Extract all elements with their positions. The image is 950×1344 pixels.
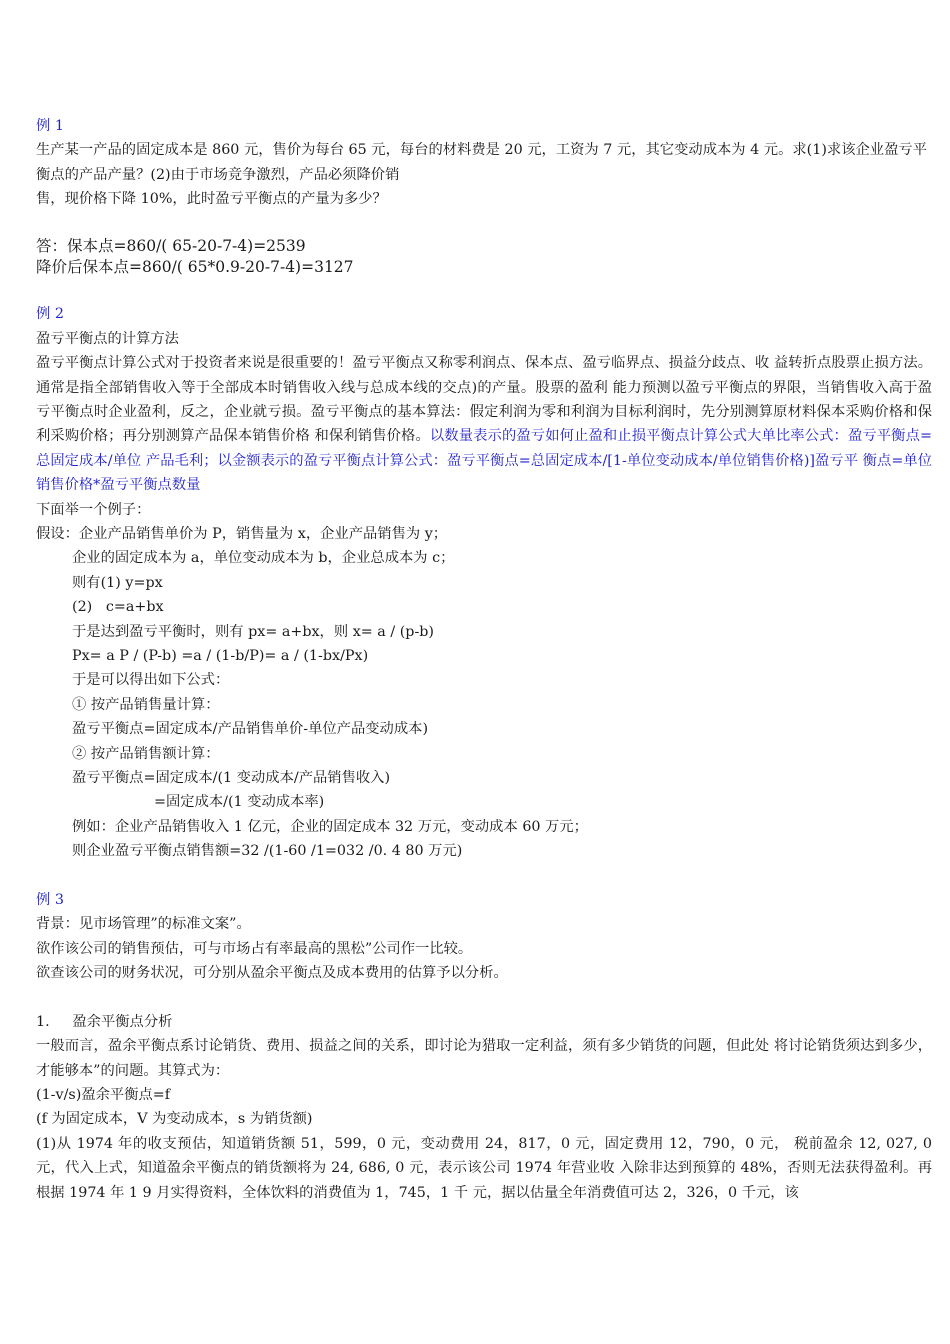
- example-1-answer-2: 降价后保本点=860/( 65*0.9-20-7-4)=3127: [36, 257, 354, 276]
- example-3-note: (f 为固定成本，V 为变动成本，s 为销货额): [36, 1111, 313, 1128]
- example-1-answer-1: 答：保本点=860/( 65-20-7-4)=2539: [36, 236, 306, 255]
- example-3-paragraph-1: 一般而言，盈余平衡点系讨论销货、费用、损益之间的关系，即讨论为猎取一定利益，须有多少销货的问题，但此处 将讨论销货须达到多少，才能够本”的问题。其算式为：: [36, 1038, 932, 1079]
- paragraph-text: 盈亏平衡点计算公式对于投资者来说是很重要的！盈亏平衡点又称零利润点、保本点、盈亏临界点、损益分歧点、收 益转折点股票止损方法。通常是指全部销售收入等于全部成本时销售收入线与总成本线的交点)的产量。股票的盈利 能力预测以盈亏平衡点的界限，当销售收入高于盈亏平衡点时企业盈利，反之，企业就亏损。盈亏平衡点的基本算法：假定利润为零和利润为目标利润时，先分别测算原材料保本采购价格和保利采购价格；再分别测算产品保本销售价格 和保利销售价格。: [36, 355, 932, 445]
- example-2-indent-4: 于是达到盈亏平衡时，则有 px= a+bx，则 x= a / (p-b): [72, 623, 435, 640]
- example-3-section-heading: 1. 盈余平衡点分析: [36, 1013, 173, 1030]
- example-2-paragraph: [36, 351, 932, 497]
- example-2-indent-8: 盈亏平衡点=固定成本/产品销售单价-单位产品变动成本): [72, 721, 429, 738]
- spacer: [36, 212, 932, 236]
- example-2-indent-7: ① 按产品销售量计算：: [72, 696, 220, 713]
- example-2-indent-9: ② 按产品销售额计算：: [72, 745, 220, 762]
- example-2-indent-2: 则有(1) y=px: [72, 574, 163, 591]
- example-2-indent-1: 企业的固定成本为 a，单位变动成本为 b，企业总成本为 c；: [72, 550, 455, 567]
- example-2-indent-10: 盈亏平衡点=固定成本/(1 变动成本/产品销售收入): [72, 769, 391, 786]
- example-2-indent-3: (2) c=a+bx: [72, 599, 164, 616]
- example-2-indent-11: =固定成本/(1 变动成本率): [154, 794, 325, 811]
- example-1-question-cont: 售，现价格下降 10%，此时盈亏平衡点的产量为多少？: [36, 191, 387, 208]
- example-2-indent-12: 例如：企业产品销售收入 1 亿元，企业的固定成本 32 万元，变动成本 60 万元；: [72, 818, 588, 835]
- paragraph-highlight: 以数量表示的盈亏如何止盈和止损平衡点计算公式大单比率公式：盈亏平衡点=总固定成本/单位 产品毛利；以金额表示的盈亏平衡点计算公式：盈亏平衡点=总固定成本/[1-单位变动成本/单位销售价格)]盈亏平 衡点=单位销售价格*盈亏平衡点数量: [36, 428, 932, 494]
- example-2-title: 盈亏平衡点的计算方法: [36, 330, 179, 347]
- example-3-formula: (1-v/s)盈余平衡点=f: [36, 1087, 171, 1103]
- document-page: [36, 114, 932, 1205]
- example-3-paragraph-2: (1)从 1974 年的收支预估，知道销货额 51，599，0 元，变动费用 24，817，0 元，固定费用 12，790，0 元， 税前盈余 12, 027, 0 元，代入上式，知道盈余平衡点的销货额将为 24, 686, 0 元，表示该公司 1974 年营业收 入除非达到预算的 48%，否则无法获得盈利。再根据 1974 年 1 9 月实得资料，全体饮料的消费值为 1，745，1 千 元，据以估量全年消费值可达 2，326，0 千元，该: [36, 1135, 932, 1201]
- example-1-question: 生产某一产品的固定成本是 860 元，售价为每台 65 元，每台的材料费是 20 元，工资为 7 元，其它变动成本为 4 元。求(1)求该企业盈亏平衡点的产品产量？(2)由于市场竞争激烈，产品必须降价销: [36, 142, 927, 183]
- example-2-line-1: 下面举一个例子：: [36, 501, 151, 518]
- example-2-indent-13: 则企业盈亏平衡点销售额=32 /(1-60 /1=032 /0. 4 80 万元): [72, 843, 463, 860]
- spacer: [36, 985, 932, 1009]
- spacer: [36, 278, 932, 302]
- example-2-indent-6: 于是可以得出如下公式：: [72, 672, 230, 689]
- example-2-line-2: 假设：企业产品销售单价为 P，销售量为 x，企业产品销售为 y；: [36, 525, 448, 542]
- spacer: [36, 863, 932, 887]
- example-3-line-1: 背景：见市场管理”的标准文案”。: [36, 916, 251, 933]
- example-3-line-2: 欲作该公司的销售预估，可与市场占有率最高的黑松”公司作一比较。: [36, 940, 473, 957]
- example-3-line-3: 欲查该公司的财务状况，可分别从盈余平衡点及成本费用的估算予以分析。: [36, 965, 508, 982]
- example-3-label: 例 3: [36, 891, 64, 908]
- example-2-indent-5: Px= a P / (P-b) =a / (1-b/P)= a / (1-bx/Px): [72, 647, 369, 664]
- example-1-label: 例 1: [36, 118, 64, 134]
- example-2-label: 例 2: [36, 306, 64, 323]
